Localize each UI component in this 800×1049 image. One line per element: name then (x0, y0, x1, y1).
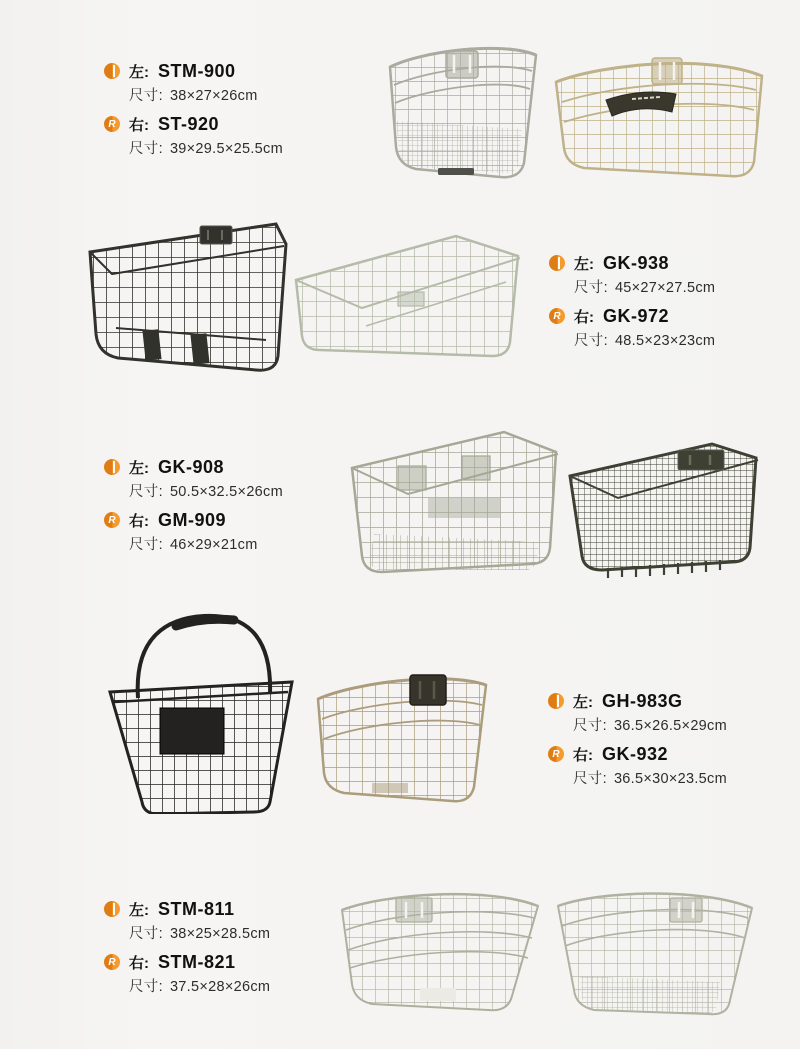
left-marker-icon (104, 459, 120, 475)
product-entry (104, 60, 283, 104)
size-spec: 尺寸: 38×25×28.5cm (129, 926, 271, 942)
basket-photo-gm-909 (560, 434, 764, 582)
basket-photo-stm-900 (382, 25, 544, 188)
right-marker-icon: R (548, 746, 564, 762)
mounting-plate (398, 466, 426, 490)
position-label: 右: (573, 746, 593, 764)
bottom-label (420, 988, 456, 1001)
size-spec: 尺寸: 39×29.5×25.5cm (129, 141, 283, 157)
label-block-row5 (104, 898, 270, 1004)
mounting-plate (652, 58, 682, 84)
size-spec: 尺寸: 38×27×26cm (129, 88, 258, 104)
size-spec: 尺寸: 36.5×26.5×29cm (573, 718, 727, 734)
product-entry (549, 252, 715, 296)
mounting-plate (160, 708, 224, 754)
label-block-row2 (549, 252, 715, 358)
right-marker-icon: R (104, 512, 120, 528)
position-label: 左: (129, 63, 149, 81)
model-number: GM-909 (158, 509, 227, 530)
mounting-plate (670, 898, 702, 922)
size-spec: 尺寸: 46×29×21cm (129, 537, 258, 553)
mounting-plate (462, 456, 490, 480)
left-marker-icon (104, 901, 120, 917)
model-number: GH-983G (602, 690, 683, 711)
product-entry (104, 951, 270, 995)
mounting-plate (446, 51, 478, 78)
size-spec: 尺寸: 36.5×30×23.5cm (573, 771, 727, 787)
product-entry (549, 305, 715, 349)
size-spec: 尺寸: 50.5×32.5×26cm (129, 484, 283, 500)
model-number: GK-938 (603, 252, 670, 273)
size-spec: 尺寸: 48.5×23×23cm (574, 333, 716, 349)
basket-photo-gk-908 (344, 422, 564, 586)
left-marker-icon (548, 693, 564, 709)
left-marker-icon (104, 63, 120, 79)
basket-photo-gk-932 (310, 655, 494, 817)
model-number: GK-972 (603, 305, 670, 326)
floor-strap (142, 329, 161, 361)
basket-photo-stm-811 (336, 872, 544, 1028)
mounting-plate (410, 675, 446, 705)
basket-photo-gk-938 (80, 212, 292, 380)
right-marker-icon: R (549, 308, 565, 324)
basket-photo-stm-821 (552, 872, 758, 1030)
model-number: ST-920 (158, 113, 220, 134)
size-spec: 尺寸: 45×27×27.5cm (574, 280, 716, 296)
right-marker-icon: R (104, 954, 120, 970)
model-number: STM-900 (158, 60, 236, 81)
position-label: 左: (129, 901, 149, 919)
position-label: 右: (129, 116, 149, 134)
product-entry (548, 743, 727, 787)
model-number: GK-932 (602, 743, 669, 764)
position-label: 左: (574, 255, 594, 273)
mounting-plate (396, 898, 432, 922)
product-entry (104, 509, 283, 553)
floor-strap (190, 333, 209, 365)
basket-photo-gh-983g (102, 602, 310, 814)
right-marker-icon: R (104, 116, 120, 132)
position-label: 右: (129, 512, 149, 530)
basket-photo-gk-972 (288, 226, 528, 374)
label-block-row3 (104, 456, 283, 562)
bottom-bracket (372, 783, 408, 793)
handle-grip (176, 619, 234, 626)
brand-label (438, 168, 474, 175)
mounting-plate (398, 292, 424, 306)
position-label: 右: (129, 954, 149, 972)
model-number: STM-821 (158, 951, 236, 972)
label-block-row1 (104, 60, 283, 166)
basket-photo-st-920 (548, 36, 770, 184)
position-label: 右: (574, 308, 594, 326)
size-spec: 尺寸: 37.5×28×26cm (129, 979, 271, 995)
mounting-plate (200, 226, 232, 244)
left-marker-icon (549, 255, 565, 271)
mounting-plate (678, 450, 724, 470)
position-label: 左: (573, 693, 593, 711)
product-entry (104, 456, 283, 500)
product-entry (104, 113, 283, 157)
label-block-row4 (548, 690, 727, 796)
product-entry (104, 898, 270, 942)
model-number: GK-908 (158, 456, 225, 477)
product-entry (548, 690, 727, 734)
back-plate (428, 498, 500, 518)
position-label: 左: (129, 459, 149, 477)
model-number: STM-811 (158, 898, 235, 919)
